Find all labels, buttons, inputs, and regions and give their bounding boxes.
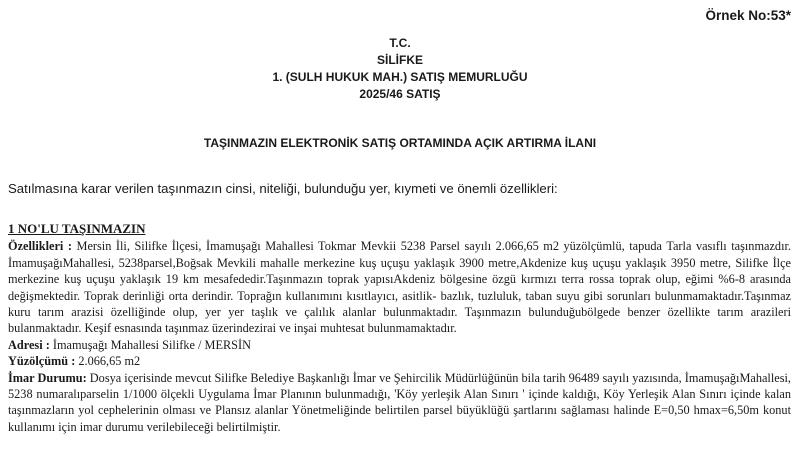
area-label: Yüzölçümü : — [8, 354, 76, 369]
property-section — [8, 221, 791, 435]
header-line-file-number: 2025/46 SATIŞ — [359, 87, 441, 101]
header-line-city: SİLİFKE — [376, 53, 423, 67]
zoning-paragraph — [8, 370, 791, 436]
address-text: İmamuşağı Mahallesi Silifke / MERSİN — [49, 337, 251, 352]
address-paragraph — [8, 337, 791, 353]
example-number: Örnek No:53* — [705, 8, 791, 23]
area-text: 2.066,65 m2 — [75, 354, 141, 369]
features-label: Özellikleri : — [8, 239, 72, 254]
section-title: 1 NO'LU TAŞINMAZIN — [8, 221, 146, 236]
zoning-text: Dosya içerisinde mevcut Silifke Belediye Başkanlığı İmar ve Şehircilik Müdürlüğünün bila tarih 96489 sayılı yazısında, İmamuşağıMahallesi, 5238 numaralıparselin 1/1000 ölçekli Uygulama İmar Planının bulunmadığı, 'Köy yerleşik Alan Sınırı ' içinde kaldığı, Köy Yerleşik Alan Sınırı içinde kalan taşınmazların yol cephelerinin olması ve Plansız alanlar Yönetmeliğinde belirtilen parsel büyüklüğü şartlarını sağlaması halinde E=0,50 hmax=6,50m konut kullanımı için imar durumu verilebileceği belirtilmiştir. — [8, 370, 792, 434]
features-text: Mersin İli, Silifke İlçesi, İmamuşağı Mahallesi Tokmar Mevkii 5238 Parsel sayılı 2.066,65 m2 yüzölçümlü, tapuda Tarla vasıflı taşınmazdır. İmamuşağıMahallesi, 5238parsel,Boğsak Mevkili mahalle merkezine kuş uçuşu yaklaşık 3900 metre,Akdenize kuş uçuşu yaklaşık 3950 metre, Silifke İlçe merkezine kuş uçuşu yaklaşık 19 km mesafededir.Taşınmazın toprak yapısıAkdeniz bölgesine özgü kırmızı terra rossa toprak olup, eğimi %6-8 arasında değişmektedir. Toprak derinliği orta derindir. Toprağın kullanımını kısıtlayıcı, asitlik- bazlık, tuzluluk, taban suyu gibi sorunları bulunmamaktadır.Taşınmaz kuru tarım arazisi özelliğinde olup, yer yer taşlık ve çalılık alanlar bulunmaktadır. Taşınmazın bulunduğubölgede benzer özellikte tarım arazileri bulanmaktadır. Keşif esnasında taşınmaz üzerindezirai ve inşai muhtesat bulunmamaktadır. — [8, 239, 791, 336]
document-title: TAŞINMAZIN ELEKTRONİK SATIŞ ORTAMINDA AÇIK ARTIRMA İLANI — [203, 136, 597, 150]
address-label: Adresi : — [8, 337, 50, 352]
document-header — [0, 35, 800, 103]
area-paragraph — [8, 353, 791, 369]
header-line-tc: T.C. — [389, 36, 411, 50]
header-line-office: 1. (SULH HUKUK MAH.) SATIŞ MEMURLUĞU — [272, 70, 528, 84]
features-paragraph — [8, 238, 791, 336]
zoning-label: İmar Durumu: — [8, 370, 87, 385]
intro-text: Satılmasına karar verilen taşınmazın cinsi, niteliği, bulunduğu yer, kıymeti ve önemli özellikleri: — [8, 181, 558, 196]
